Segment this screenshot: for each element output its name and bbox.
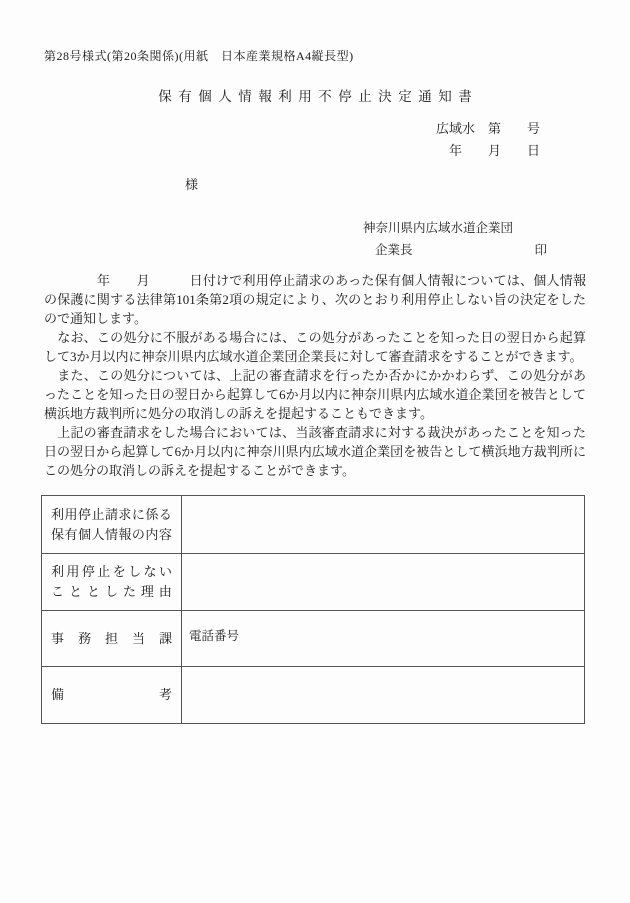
sender-title: 企業長: [375, 243, 413, 257]
paragraph-lawsuit: また、この処分については、上記の審査請求を行ったか否かにかかわらず、この処分があったことを知った日の翌日から起算して6か月以内に神奈川県内広域水道企業団を被告として横浜地方裁判所に処分の取消しの訴えを提起することもできます。: [44, 368, 586, 421]
table-row-remarks: [42, 667, 585, 724]
form-table: [41, 495, 585, 724]
paragraph-decision-notice: 年 月 日付けで利用停止請求のあった保有個人情報については、個人情報の保護に関する法律第101条第2項の規定により、次のとおり利用停止しない旨の決定をしたので通知します。: [44, 273, 586, 326]
paragraph-lawsuit-after-appeal: 上記の審査請求をした場合においては、当該審査請求に対する裁決があったことを知った日の翌日から起算して6か月以内に神奈川県内広域水道企業団を被告として横浜地方裁判所にこの処分の取消しの訴えを提起することができます。: [44, 425, 586, 478]
label-office-in-charge: [42, 611, 182, 667]
body-text: [44, 271, 586, 480]
label-line: こ と と し た 理 由: [51, 584, 172, 599]
table-row-requested-info: [42, 496, 585, 554]
document-number-block: [44, 118, 586, 162]
label-line: 利 用 停 止 を し な い: [51, 564, 172, 579]
sender-block: [363, 217, 547, 261]
label-requested-personal-info: [42, 496, 182, 554]
date-line: 年 月 日: [448, 143, 540, 158]
sender-organization: 神奈川県内広域水道企業団: [363, 221, 514, 235]
form-number-line: 第28号様式(第20条関係)(用紙 日本産業規格A4縦長型): [44, 49, 354, 63]
table-row-reason: [42, 554, 585, 611]
label-line: 保 有 個 人 情 報 の 内 容: [51, 526, 172, 542]
paragraph-appeal-request: なお、この処分に不服がある場合には、この処分があったことを知った日の翌日から起算して3か月以内に神奈川県内広域水道企業団企業長に対して審査請求をすることができます。: [44, 330, 586, 364]
value-office-in-charge: [182, 611, 585, 667]
label-line: 事 務 担 当 課: [51, 630, 172, 646]
recipient-line: [44, 176, 586, 193]
label-reason-not-to-stop-use: [42, 554, 182, 611]
table-row-office-in-charge: [42, 611, 585, 667]
phone-number-label: 電話番号: [189, 629, 240, 643]
sender-title-line: [363, 239, 547, 261]
label-line: 利 用 停 止 請 求 に 係 る: [51, 506, 172, 522]
recipient-honorific: 様: [185, 177, 199, 192]
document-title: 保有個人情報利用不停止決定通知書: [158, 89, 479, 104]
label-remarks: [42, 667, 182, 724]
value-reason-not-to-stop-use: [182, 554, 585, 611]
document-number-line: 広域水 第 号: [435, 121, 540, 136]
value-remarks: [182, 667, 585, 724]
seal-mark: 印: [534, 243, 547, 257]
value-requested-personal-info: [182, 496, 585, 554]
label-line: 備 考: [51, 687, 172, 702]
